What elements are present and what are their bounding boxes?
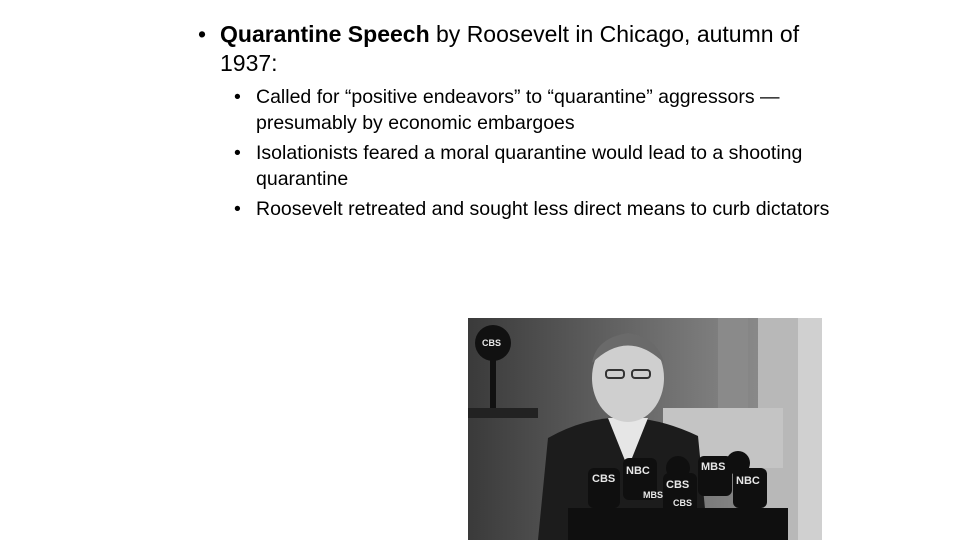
mic-label: MBS bbox=[643, 490, 663, 500]
mic-label: NBC bbox=[736, 475, 760, 487]
bullet-dot-icon: • bbox=[234, 86, 241, 108]
sub-bullet bbox=[234, 196, 838, 222]
roosevelt-speech-photo bbox=[468, 318, 822, 540]
bullet-list bbox=[198, 20, 838, 226]
sub-bullet bbox=[234, 84, 838, 136]
sub-bullet-list bbox=[198, 84, 838, 222]
bullet-dot-icon: • bbox=[234, 198, 241, 220]
sub-bullet-text: Isolationists feared a moral quarantine would lead to a shooting quarantine bbox=[256, 142, 803, 190]
mic-label: CBS bbox=[592, 473, 616, 485]
main-bullet-text: by Roosevelt in Chicago, autumn of 1937: bbox=[220, 21, 800, 76]
photo-illustration bbox=[468, 318, 822, 540]
mic-label: NBC bbox=[626, 465, 650, 477]
mic-label: MBS bbox=[701, 461, 726, 473]
mic-label: CBS bbox=[673, 498, 693, 508]
mic-label: CBS bbox=[482, 338, 502, 348]
mic-label: CBS bbox=[666, 479, 690, 491]
main-bullet bbox=[198, 20, 838, 78]
bullet-dot-icon: • bbox=[198, 21, 207, 47]
main-bullet-bold: Quarantine Speech bbox=[220, 21, 430, 47]
bullet-dot-icon: • bbox=[234, 142, 241, 164]
sub-bullet-text: Roosevelt retreated and sought less direct means to curb dictators bbox=[256, 198, 830, 220]
sub-bullet bbox=[234, 140, 838, 192]
sub-bullet-text: Called for “positive endeavors” to “quarantine” aggressors —presumably by economic embargoes bbox=[256, 86, 780, 134]
